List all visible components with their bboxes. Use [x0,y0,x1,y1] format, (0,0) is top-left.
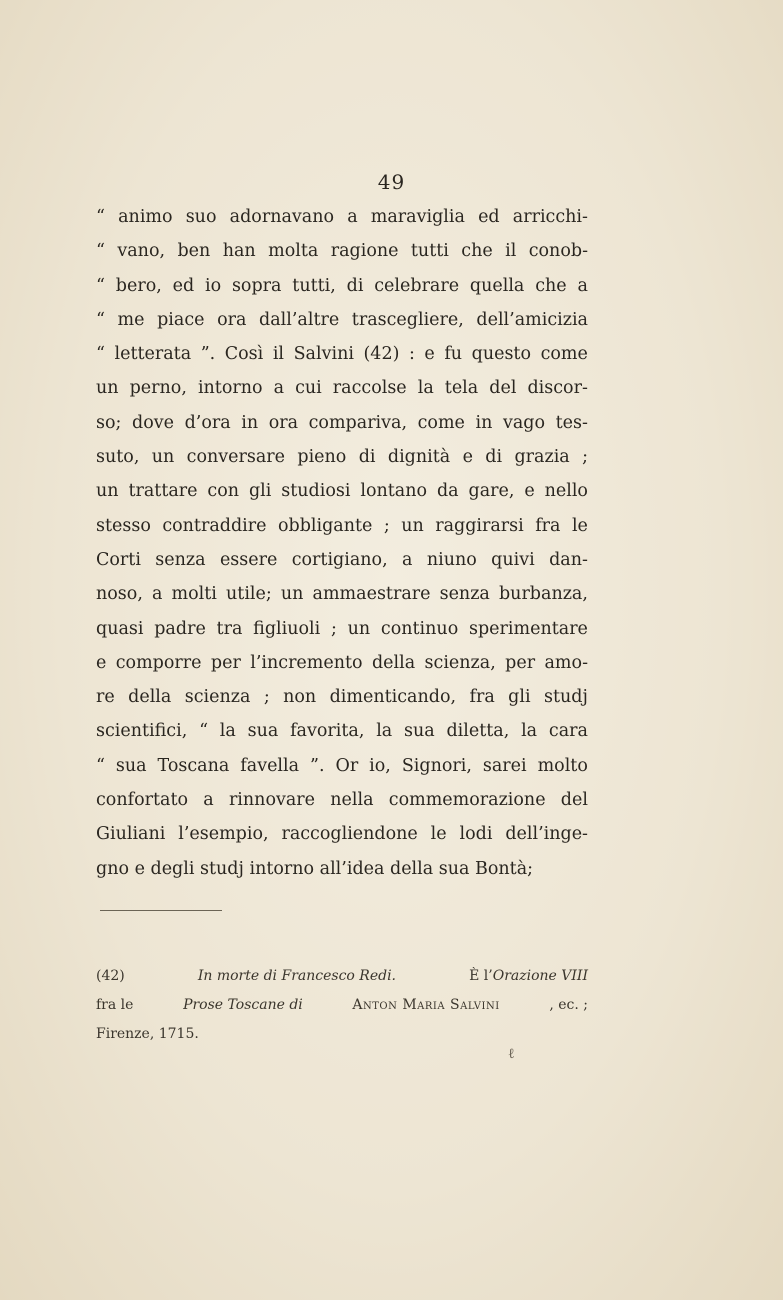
footnote-line [96,991,588,1020]
footnote-divider [100,910,222,911]
text-line: confortato a rinnovare nella commemorazione del [96,790,588,811]
text-line: quasi padre tra figliuoli ; un continuo sperimentare [96,618,588,639]
printer-signature-mark: ℓ [508,1046,515,1062]
text-line: “ me piace ora dall’altre trascegliere, dell’amicizia [96,309,588,330]
text-line: “ animo suo adornavano a maraviglia ed arricchi- [96,207,588,227]
text-line: noso, a molti utile; un ammaestrare senza burbanza, [96,584,588,605]
text-line: “ vano, ben han molta ragione tutti che il conob- [96,241,588,262]
page-number: 49 [377,170,406,194]
text-line: gno e degli studj intorno all’idea della sua Bontà; [96,858,534,879]
text-line: suto, un conversare pieno di dignità e di grazia ; [96,447,588,468]
footnote-number: (42) [96,968,125,984]
footnote [96,962,588,1049]
text-line: Corti senza essere cortigiano, a niuno quivi dan- [96,549,588,570]
footnote-oration: Orazione VIII [492,968,588,984]
text-line: so; dove d’ora in ora compariva, come in vago tes- [96,412,588,433]
footnote-text: fra le [96,997,134,1013]
footnote-author: Anton Maria Salvini [352,997,500,1013]
text-line: “ bero, ed io sopra tutti, di celebrare quella che a [96,275,588,296]
text-line: “ sua Toscana favella ”. Or io, Signori, sarei molto [96,755,588,776]
text-line: stesso contraddire obbligante ; un raggirarsi fra le [96,515,588,536]
text-line: Giuliani l’esempio, raccogliendone le lodi dell’inge- [96,824,588,845]
footnote-text: , ec. ; [549,997,588,1013]
footnote-work: Prose Toscane di [183,997,303,1013]
text-line: e comporre per l’incremento della scienza, per amo- [96,652,588,673]
text-line: scientifici, “ la sua favorita, la sua diletta, la cara [96,721,588,742]
footnote-line [96,962,588,991]
footnote-text: È l’ [469,968,493,984]
footnote-line: Firenze, 1715. [96,1026,199,1042]
text-line: un perno, intorno a cui raccolse la tela del discor- [96,378,588,399]
text-line: re della scienza ; non dimenticando, fra gli studj [96,687,588,708]
text-line: un trattare con gli studiosi lontano da gare, e nello [96,481,588,502]
footnote-title: In morte di Francesco Redi. [197,968,397,984]
text-line: “ letterata ”. Così il Salvini (42) : e fu questo come [96,344,588,365]
body-text [96,200,588,886]
